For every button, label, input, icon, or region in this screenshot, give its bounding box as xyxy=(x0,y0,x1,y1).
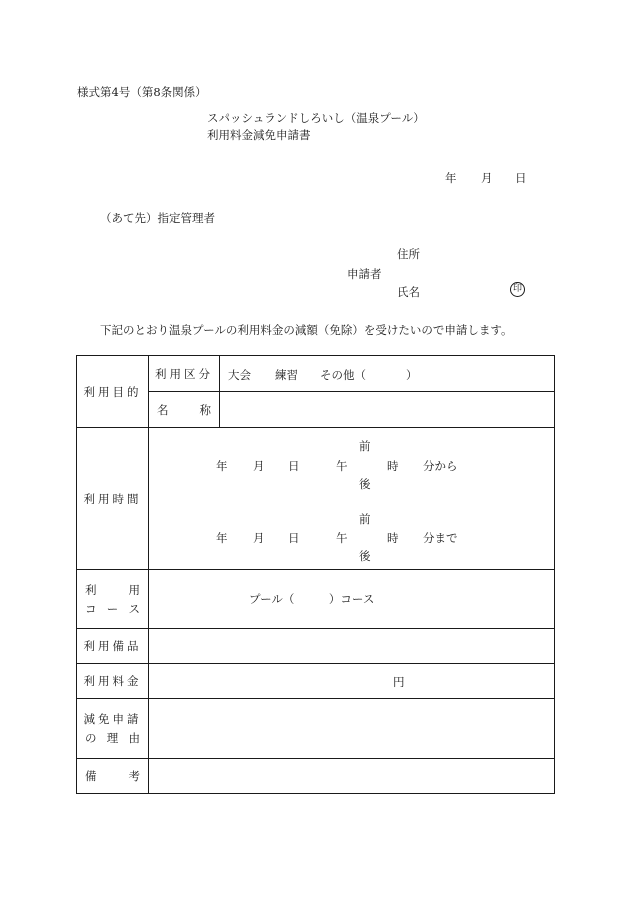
course-label xyxy=(77,570,149,629)
application-table xyxy=(76,355,555,794)
address-label: 住所 xyxy=(397,247,420,261)
to-noon: 午 xyxy=(336,531,348,545)
option-sonota[interactable]: その他（ xyxy=(320,368,366,382)
from-pm: 後 xyxy=(359,477,371,491)
purpose-label: 利用目的 xyxy=(77,356,149,428)
option-renshu[interactable]: 練習 xyxy=(275,368,298,382)
course-label-1b: 用 xyxy=(128,582,140,597)
course-field[interactable] xyxy=(149,570,555,629)
option-taikai[interactable]: 大会 xyxy=(228,368,251,382)
event-name-label xyxy=(149,392,220,428)
category-label: 利用区分 xyxy=(149,356,220,392)
reason-label-2c: 由 xyxy=(128,731,140,745)
category-field[interactable] xyxy=(220,356,555,392)
course-label-2c: ス xyxy=(128,601,140,616)
time-field[interactable] xyxy=(149,428,555,570)
to-minute: 分まで xyxy=(423,531,458,545)
to-am: 前 xyxy=(359,512,371,526)
option-sonota-close: ） xyxy=(406,368,418,382)
date-month: 月 xyxy=(481,171,493,185)
from-hour: 時 xyxy=(387,459,399,473)
reason-label-2a: の xyxy=(85,731,97,745)
document-subtitle: 利用料金減免申請書 xyxy=(207,128,311,142)
form-number: 様式第4号（第8条関係） xyxy=(77,85,207,99)
course-label-2b: ー xyxy=(106,601,119,616)
event-name-field[interactable] xyxy=(220,392,555,428)
fee-unit: 円 xyxy=(393,675,405,689)
remarks-label-a: 備 xyxy=(85,769,97,783)
reason-label-2b: 理 xyxy=(106,731,119,745)
from-noon: 午 xyxy=(336,459,348,473)
fee-label: 利用料金 xyxy=(77,664,149,699)
course-label-1a: 利 xyxy=(85,582,97,597)
to-hour: 時 xyxy=(387,531,399,545)
equipment-field[interactable] xyxy=(149,629,555,664)
name-label: 氏名 xyxy=(397,285,420,299)
date-year: 年 xyxy=(445,171,457,185)
reason-label-line1: 減免申請 xyxy=(83,712,142,726)
event-name-label-b: 称 xyxy=(199,402,211,417)
from-month: 月 xyxy=(253,459,265,473)
course-label-2a: コ xyxy=(85,601,97,616)
remarks-label-b: 考 xyxy=(128,769,140,783)
from-day: 日 xyxy=(288,459,300,473)
to-year: 年 xyxy=(216,531,228,545)
seal-mark: 印 xyxy=(510,282,525,297)
addressee: （あて先）指定管理者 xyxy=(100,211,215,225)
to-pm: 後 xyxy=(359,549,371,563)
equipment-label: 利用備品 xyxy=(77,629,149,664)
from-minute: 分から xyxy=(423,459,458,473)
to-day: 日 xyxy=(288,531,300,545)
reason-label xyxy=(77,699,149,759)
from-am: 前 xyxy=(359,439,371,453)
to-month: 月 xyxy=(253,531,265,545)
applicant-label: 申請者 xyxy=(347,267,382,281)
document-title: スパッシュランドしろいし（温泉プール） xyxy=(207,111,425,125)
remarks-field[interactable] xyxy=(149,759,555,794)
remarks-label xyxy=(77,759,149,794)
course-value: プール（ ）コース xyxy=(249,592,375,606)
event-name-label-a: 名 xyxy=(157,402,169,417)
reason-field[interactable] xyxy=(149,699,555,759)
fee-field[interactable] xyxy=(149,664,555,699)
time-label: 利用時間 xyxy=(77,428,149,570)
from-year: 年 xyxy=(216,459,228,473)
date-day: 日 xyxy=(515,171,527,185)
intro-text: 下記のとおり温泉プールの利用料金の減額（免除）を受けたいので申請します。 xyxy=(100,323,513,337)
